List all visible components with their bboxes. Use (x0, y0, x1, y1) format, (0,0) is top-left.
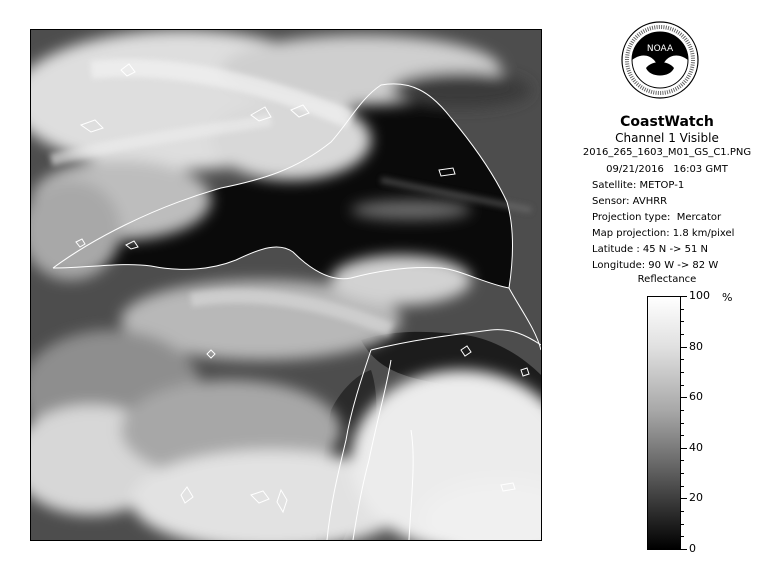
colorbar-tick-mark (681, 321, 684, 322)
colorbar-tick-mark (681, 296, 687, 297)
colorbar-ticks (681, 289, 771, 555)
noaa-logo (620, 20, 700, 100)
latitude-label: Latitude : 45 N -> 51 N (592, 244, 708, 255)
colorbar-tick-label: 100 (689, 289, 710, 302)
colorbar-tick-mark (681, 486, 684, 487)
colorbar-tick-mark (681, 347, 687, 348)
colorbar-tick-mark (681, 524, 684, 525)
colorbar-tick-mark (681, 423, 684, 424)
colorbar-tick-label: 40 (689, 441, 703, 454)
colorbar-tick-label: 20 (689, 491, 703, 504)
satellite-map (30, 29, 542, 541)
colorbar-tick-mark (681, 397, 687, 398)
colorbar-tick-mark (681, 536, 684, 537)
colorbar-tick-mark (681, 435, 684, 436)
datetime: 09/21/2016 16:03 GMT (606, 164, 728, 175)
colorbar-tick-mark (681, 385, 684, 386)
colorbar-tick-label: 60 (689, 390, 703, 403)
colorbar-tick-mark (681, 460, 684, 461)
colorbar-tick-mark (681, 410, 684, 411)
colorbar-tick-mark (681, 511, 684, 512)
colorbar-tick-label: 80 (689, 340, 703, 353)
legend-unit: % (722, 291, 733, 304)
colorbar-tick-mark (681, 372, 684, 373)
channel-label: Channel 1 Visible (615, 131, 719, 145)
filename: 2016_265_1603_M01_GS_C1.PNG (582, 147, 752, 158)
reflectance-colorbar (647, 296, 681, 550)
colorbar-tick-mark (681, 334, 684, 335)
longitude-label: Longitude: 90 W -> 82 W (592, 260, 719, 271)
colorbar-tick-mark (681, 498, 687, 499)
projection-type-label: Projection type: Mercator (592, 212, 722, 223)
colorbar-tick-mark (681, 359, 684, 360)
legend-title: Reflectance (637, 274, 697, 285)
colorbar-tick-mark (681, 448, 687, 449)
sensor-label: Sensor: AVHRR (592, 196, 668, 207)
map-projection-label: Map projection: 1.8 km/pixel (592, 228, 735, 239)
logo-text: NOAA (646, 44, 674, 54)
colorbar-tick-mark (681, 473, 684, 474)
satellite-label: Satellite: METOP-1 (592, 180, 685, 191)
brand-title: CoastWatch (620, 114, 714, 130)
colorbar-tick-mark (681, 309, 684, 310)
colorbar-tick-mark (681, 549, 687, 550)
map-svg (31, 30, 541, 540)
colorbar-tick-label: 0 (689, 542, 696, 555)
